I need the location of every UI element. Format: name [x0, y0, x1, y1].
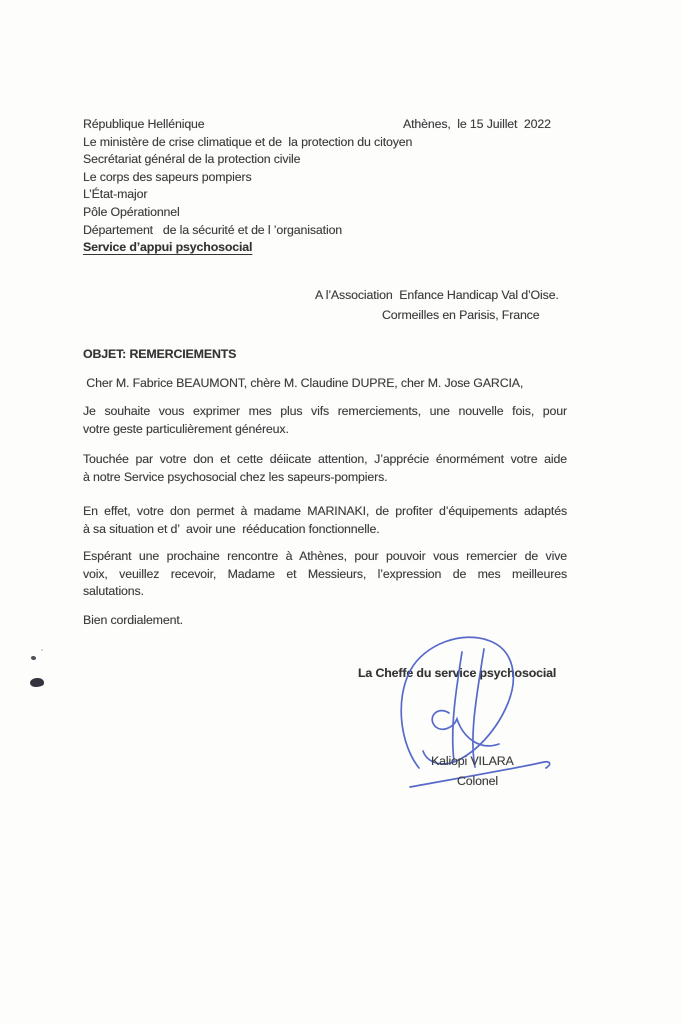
paragraph-line: votre geste particulièrement généreux. — [83, 421, 289, 436]
sender-line: Le corps des sapeurs pompiers — [83, 169, 252, 184]
signer-name: Kaliopi VILARA — [431, 754, 514, 768]
objet-block — [83, 346, 567, 364]
recipient-line: Cormeilles en Parisis, France — [382, 308, 540, 322]
sender-line: L’État-major — [83, 187, 148, 202]
paragraph-line: à notre Service psychosocial chez les sapeurs-pompiers. — [83, 469, 388, 484]
paragraph-line: salutations. — [83, 584, 144, 599]
recipient-line: A l’Association Enfance Handicap Val d’Oise. — [315, 288, 559, 302]
paragraph-line: En effet, votre don permet à madame MARINAKI, de profiter d’équipements adaptés — [83, 504, 567, 518]
sender-line: République Hellénique — [83, 117, 205, 131]
objet-line: OBJET: REMERCIEMENTS — [83, 347, 237, 361]
signer-rank: Colonel — [457, 774, 498, 788]
ink-blot — [31, 656, 36, 660]
closing-line: Bien cordialement. — [83, 613, 183, 627]
signature-title: La Cheffe du service psychosocial — [358, 666, 557, 680]
sender-header-block — [83, 116, 567, 257]
paragraph — [83, 503, 567, 538]
sender-line: Pôle Opérationnel — [83, 204, 180, 219]
sender-line: Le ministère de crise climatique et de la protection du citoyen — [83, 134, 413, 149]
paragraph — [83, 548, 567, 601]
ink-speck — [41, 649, 43, 651]
recipient-block — [83, 285, 567, 325]
paragraph-line: Je souhaite vous exprimer mes plus vifs remerciements, une nouvelle fois, pour — [83, 404, 567, 418]
paragraph-line: à sa situation et d’ avoir une rééducation fonctionnelle. — [83, 521, 380, 536]
sender-line: Secrétariat général de la protection civile — [83, 152, 301, 167]
dateline: Athènes, le 15 Juillet 2022 — [403, 117, 551, 131]
paragraph — [83, 451, 567, 486]
paragraph-line: Touchée par votre don et cette déiicate attention, J’apprécie énormément votre aide — [83, 452, 567, 466]
paragraph — [83, 403, 567, 438]
sender-line: Département de la sécurité et de l ’organisation — [83, 222, 343, 237]
salutation-line: Cher M. Fabrice BEAUMONT, chère M. Claudine DUPRE, cher M. Jose GARCIA, — [83, 376, 524, 390]
service-line: Service d’appui psychosocial — [83, 240, 253, 255]
closing-block — [83, 612, 567, 630]
paragraph-line: Espérant une prochaine rencontre à Athènes, pour pouvoir vous remercier de vive — [83, 549, 567, 563]
ink-blot — [30, 678, 44, 687]
salutation-block — [83, 375, 567, 393]
paragraph-line: voix, veuillez recevoir, Madame et Messieurs, l’expression de mes meilleures — [83, 566, 567, 581]
